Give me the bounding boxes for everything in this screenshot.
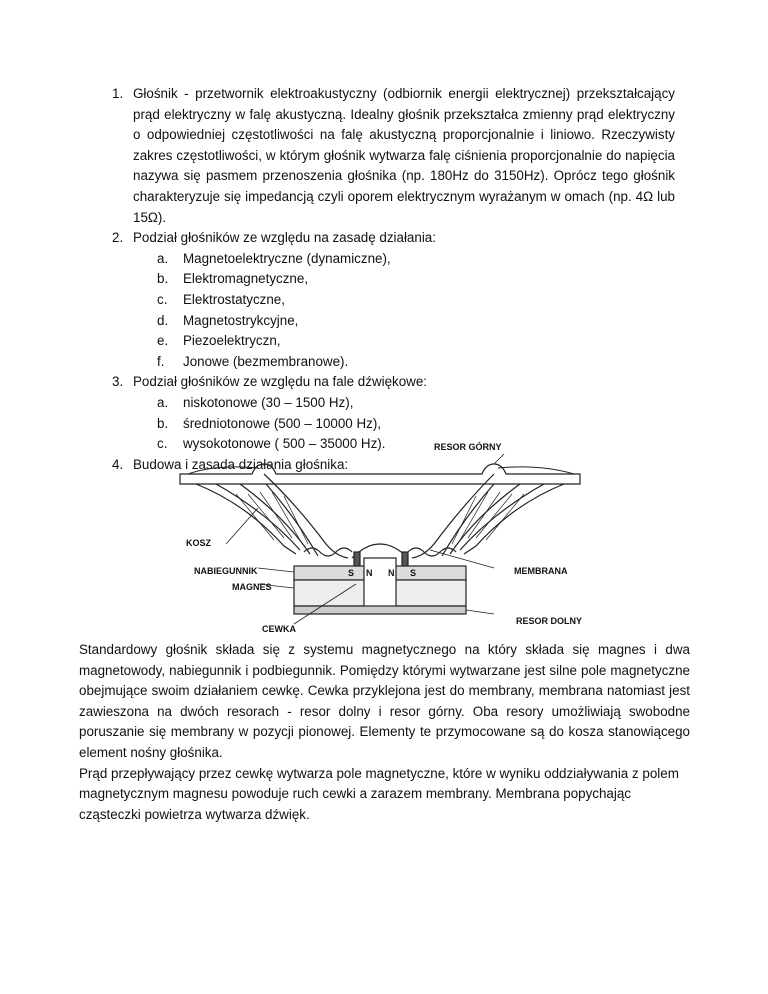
speaker-cross-section-diagram bbox=[176, 434, 586, 634]
list-item-text: Podział głośników ze względu na fale dźwiękowe: bbox=[133, 374, 428, 390]
label-membrana: MEMBRANA bbox=[514, 566, 568, 576]
list-number: 3. bbox=[112, 374, 124, 390]
sub-list-letter: e. bbox=[157, 333, 169, 349]
sub-list bbox=[133, 249, 675, 373]
sub-list-letter: c. bbox=[157, 291, 168, 307]
sub-list-item bbox=[133, 331, 675, 352]
sub-list-letter: d. bbox=[157, 312, 169, 328]
body-text bbox=[79, 640, 690, 825]
sub-list-text: niskotonowe (30 – 1500 Hz), bbox=[183, 394, 354, 410]
list-item bbox=[96, 228, 675, 372]
sub-list-letter: a. bbox=[157, 394, 169, 410]
sub-list-text: Magnetostrykcyjne, bbox=[183, 312, 299, 328]
sub-list-letter: a. bbox=[157, 250, 169, 266]
pole-s-right: S bbox=[410, 568, 417, 578]
basket-right bbox=[442, 484, 564, 556]
label-magnes: MAGNES bbox=[232, 582, 272, 592]
pole-s-left: S bbox=[348, 568, 355, 578]
label-resor-dolny: RESOR DOLNY bbox=[516, 616, 583, 626]
sub-list-item bbox=[133, 249, 675, 270]
sub-list-text: Magnetoelektryczne (dynamiczne), bbox=[183, 250, 391, 266]
paragraph: Standardowy głośnik składa się z systemu magnetycznego na który składa się magnes i dwa magnetowody, nabiegunnik i podbiegunnik. Pomiędzy którymi wytwarzane jest silne pole magnetyczne obejmujące swoim działaniem cewkę. Cewka przyklejona jest do membrany, membrana natomiast jest zawieszona na dwóch resorach - resor dolny i resor górny. Oba resory umożliwiają swobodne poruszanie się membrany w pozycji pionowej. Elementy te przymocowane są do kosza stanowiącego element nośny głośnika. bbox=[79, 642, 690, 760]
sub-list-text: Elektrostatyczne, bbox=[183, 291, 285, 307]
sub-list-letter: b. bbox=[157, 271, 169, 287]
sub-list-item bbox=[133, 393, 675, 414]
sub-list-letter: f. bbox=[157, 353, 165, 369]
list-item-text: Budowa i zasada działania głośnika: bbox=[133, 456, 349, 472]
label-kosz: KOSZ bbox=[186, 538, 212, 548]
sub-list-text: Elektromagnetyczne, bbox=[183, 271, 309, 287]
lower-suspension bbox=[304, 548, 456, 556]
sub-list-text: Jonowe (bezmembranowe). bbox=[183, 353, 349, 369]
membrane bbox=[264, 474, 494, 558]
label-resor-gorny: RESOR GÓRNY bbox=[434, 442, 502, 452]
list-number: 2. bbox=[112, 230, 124, 246]
numbered-list bbox=[96, 84, 675, 475]
upper-suspension bbox=[188, 467, 574, 474]
sub-list-item bbox=[133, 311, 675, 332]
sub-list-item bbox=[133, 414, 675, 435]
sub-list-item bbox=[133, 290, 675, 311]
pole-n-left: N bbox=[366, 568, 373, 578]
sub-list-item bbox=[133, 269, 675, 290]
list-item bbox=[96, 84, 675, 228]
sub-list-item bbox=[133, 352, 675, 373]
label-nabiegunnik: NABIEGUNNIK bbox=[194, 566, 258, 576]
pole-n-right: N bbox=[388, 568, 395, 578]
label-cewka: CEWKA bbox=[262, 624, 296, 634]
list-item-text: Podział głośników ze względu na zasadę działania: bbox=[133, 230, 436, 246]
list-number: 4. bbox=[112, 456, 124, 472]
sub-list-letter: c. bbox=[157, 436, 168, 452]
list-number: 1. bbox=[112, 86, 124, 101]
sub-list-text: średniotonowe (500 – 10000 Hz), bbox=[183, 415, 382, 431]
pole-piece bbox=[364, 558, 396, 612]
sub-list-text: wysokotonowe ( 500 – 35000 Hz). bbox=[183, 436, 386, 452]
paragraph: Prąd przepływający przez cewkę wytwarza pole magnetyczne, które w wyniku oddziaływania z polem magnetycznym magnesu powoduje ruch cewki a zarazem membrany. Membrana popychając cząsteczki powietrza wytwarza dźwięk. bbox=[79, 765, 679, 822]
basket-left bbox=[196, 484, 318, 556]
sub-list-letter: b. bbox=[157, 415, 169, 431]
list-item-text: Głośnik - przetwornik elektroakustyczny (odbiornik energii elektrycznej) przekształcający prąd elektryczny w falę akustyczną. Idealny głośnik przekształca zmienny prąd elektryczny o odpowiedniej częstotliwości na falę akustyczną proporcjonalnie i liniowo. Rzeczywisty zakres częstotliwości, w którym głośnik wytwarza falę ciśnienia proporcjonalnie do napięcia nazywa się pasmem przenoszenia głośnika (np. 180Hz do 3150Hz). Oprócz tego głośnik charakteryzuje się impedancją czyli oporem elektrycznym wyrażanym w omach (np. 4Ω lub 15Ω). bbox=[133, 86, 675, 225]
sub-list-text: Piezoelektryczn, bbox=[183, 333, 281, 349]
